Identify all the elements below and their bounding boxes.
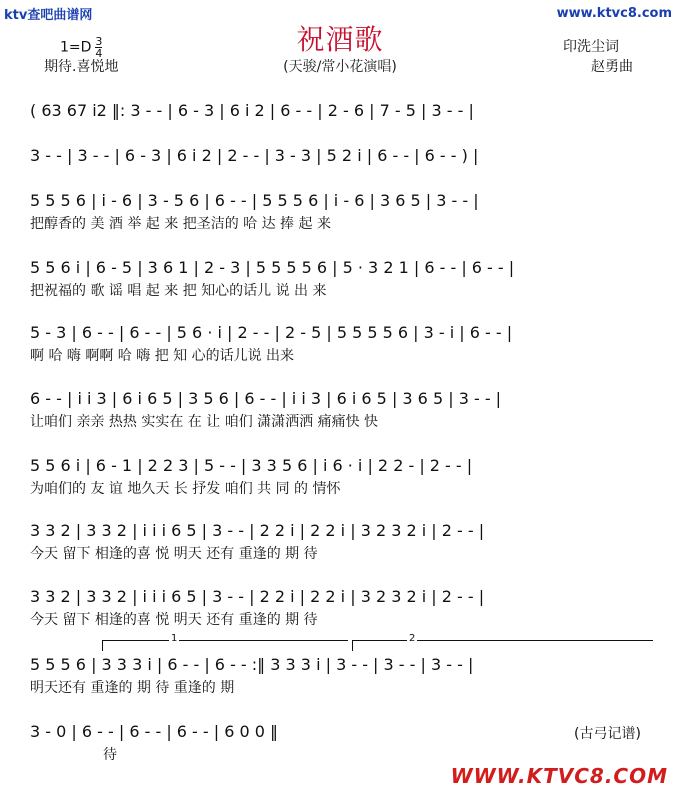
composer-credit: 赵勇曲	[591, 59, 633, 75]
score-row-6	[30, 386, 655, 456]
score-row-8	[30, 518, 655, 588]
song-title: 祝酒歌	[296, 23, 384, 56]
volta-number-1: 1	[171, 633, 178, 644]
score-row-3	[30, 188, 655, 258]
site-watermark-top-right: www.ktvc8.com	[556, 6, 672, 21]
notation-line: 6 - - | i i 3 | 6 i 6 5 | 3 5 6 | 6 - - | i i 3 | 6 i 6 5 | 3 6 5 | 3 - - |	[30, 389, 502, 408]
lyrics-line: 啊 哈 嗨 啊啊 哈 嗨 把 知 心的话儿说 出来	[30, 348, 295, 364]
volta-number-2: 2	[409, 633, 416, 644]
site-watermark-bottom: WWW.KTVC8.COM	[450, 764, 668, 788]
notation-line: 5 5 5 6 | 3 3 3 i | 6 - - | 6 - - :‖ 3 3 3 i | 3 - - | 3 - - | 3 - - |	[30, 655, 474, 674]
time-signature-top: 3	[95, 35, 103, 48]
score-row-7	[30, 453, 655, 523]
notation-line: 5 5 5 6 | i - 6 | 3 - 5 6 | 6 - - | 5 5 5 6 | i - 6 | 3 6 5 | 3 - - |	[30, 191, 479, 210]
notation-line: 3 - 0 | 6 - - | 6 - - | 6 - - | 6 0 0 ‖	[30, 722, 279, 741]
score-row-5	[30, 320, 655, 390]
lyrics-line: 把醇香的 美 酒 举 起 来 把圣洁的 哈 达 捧 起 来	[30, 216, 331, 232]
song-subtitle: (天骏/常小花演唱)	[283, 59, 397, 75]
lyrics-line: 今天 留下 相逢的喜 悦 明天 还有 重逢的 期 待	[30, 546, 318, 562]
site-watermark-top-left: ktv查吧曲谱网	[4, 8, 93, 23]
lyrics-line: 让咱们 亲亲 热热 实实在 在 让 咱们 潇潇洒洒 痛痛快 快	[30, 414, 379, 430]
volta-bracket-2	[352, 633, 653, 651]
lyrics-line: 为咱们的 友 谊 地久天 长 抒发 咱们 共 同 的 情怀	[30, 481, 341, 497]
score-row-4	[30, 255, 655, 325]
notation-line: 5 5 6 i | 6 - 5 | 3 6 1 | 2 - 3 | 5 5 5 5 6 | 5 · 3 2 1 | 6 - - | 6 - - |	[30, 258, 515, 277]
notation-line: 5 - 3 | 6 - - | 6 - - | 5 6 · i | 2 - - | 2 - 5 | 5 5 5 5 6 | 3 - i | 6 - - |	[30, 323, 513, 342]
transcriber-credit: (古弓记谱)	[574, 726, 641, 742]
lyrics-line: 待	[103, 747, 117, 763]
notation-line: 3 - - | 3 - - | 6 - 3 | 6 i 2 | 2 - - | 3 - 3 | 5 2 i | 6 - - | 6 - - ) |	[30, 146, 479, 165]
lyrics-line: 把祝福的 歌 谣 唱 起 来 把 知心的话儿 说 出 来	[30, 283, 327, 299]
volta-bracket-1	[102, 633, 348, 651]
notation-line: ( 63 67 i2 ‖: 3 - - | 6 - 3 | 6 i 2 | 6 - - | 2 - 6 | 7 - 5 | 3 - - |	[30, 101, 474, 120]
score-row-10	[30, 652, 655, 722]
notation-line: 5 5 6 i | 6 - 1 | 2 2 3 | 5 - - | 3 3 5 6 | i 6 · i | 2 2 - | 2 - - |	[30, 456, 473, 475]
performance-mood: 期待.喜悦地	[44, 59, 119, 75]
notation-line: 3 3 2 | 3 3 2 | i i i 6 5 | 3 - - | 2 2 i | 2 2 i | 3 2 3 2 i | 2 - - |	[30, 587, 485, 606]
time-signature-bottom: 4	[95, 47, 103, 60]
lyrics-line: 今天 留下 相逢的喜 悦 明天 还有 重逢的 期 待	[30, 612, 318, 628]
lyricist-credit: 印洗尘词	[563, 39, 619, 55]
notation-line: 3 3 2 | 3 3 2 | i i i 6 5 | 3 - - | 2 2 i | 2 2 i | 3 2 3 2 i | 2 - - |	[30, 521, 485, 540]
key-label: 1=D	[60, 39, 92, 56]
lyrics-line: 明天还有 重逢的 期 待 重逢的 期	[30, 680, 235, 696]
